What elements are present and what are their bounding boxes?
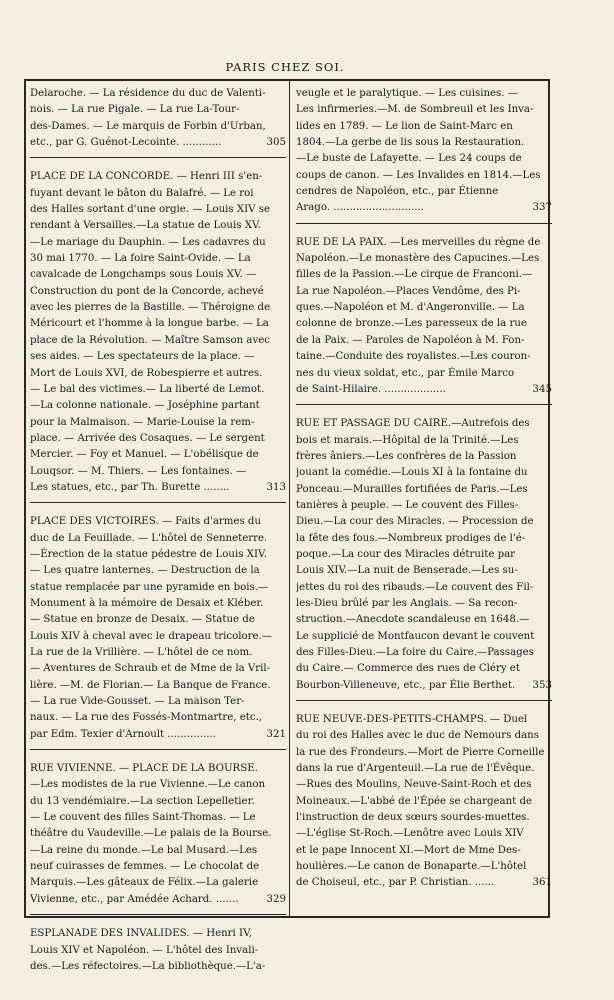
entry-line: des-Dames. — Le marquis de Forbin d'Urban, [30, 120, 266, 132]
entry-line: jettes du roi des ribauds.—Le couvent des Fil- [296, 581, 534, 593]
entry-line: fuyant devant le bâton du Balafré. — Le roi [30, 187, 254, 199]
entry-line: bois et marais.—Hôpital de la Trinité.—Les [296, 434, 519, 446]
entry-line: 345 de Saint-Hilaire. ................... [296, 382, 552, 398]
entry-line: place. — Arrivée des Cosaques. — Le sergent [30, 432, 265, 444]
toc-entry [30, 86, 286, 151]
entry-line: ESPLANADE DES INVALIDES. — Henri IV, [30, 928, 252, 940]
entry-line: PLACE DE LA CONCORDE. — Henri III s'en- [30, 171, 263, 183]
entry-line: 313 Les statues, etc., par Th. Burette ........ [30, 480, 286, 496]
toc-entry [296, 235, 552, 398]
entry-line: taine.—Conduite des royalistes.—Les couron- [296, 351, 531, 363]
entry-line: cendres de Napoléon, etc., par Étienne [296, 186, 499, 198]
entry-line: tanières à peuple. — Le couvent des Filles- [296, 499, 519, 511]
entry-line: nois. — La rue Pigale. — La rue La-Tour- [30, 104, 240, 116]
entry-line: les-Dieu brûlé par les Anglais. — Sa recon- [296, 597, 518, 609]
page-number: 361 [532, 877, 552, 889]
entry-line: avec les pierres de la Bastille. — Théroigne de [30, 302, 271, 314]
page-number: 329 [266, 893, 286, 905]
entry-line: filles de la Passion.—Le cirque de Franconi.— [296, 269, 533, 281]
entry-separator [30, 157, 286, 158]
entry-line: théâtre du Vaudeville.—Le palais de la Bourse. [30, 828, 272, 840]
entry-line: Delaroche. — La résidence du duc de Valenti- [30, 88, 266, 99]
entry-line: Louis XIV.—La nuit de Benserade.—Les su- [296, 565, 518, 577]
entry-line: 337 Arago. ............................ [296, 200, 552, 216]
entry-line: l'instruction de deux sœurs sourdes-muettes. [296, 812, 530, 824]
entry-line: Monument à la mémoire de Desaix et Kléber. [30, 597, 264, 609]
entry-line: lides en 1789. — Le lion de Saint-Marc en [296, 120, 513, 132]
entry-line: Dieu.—La cour des Miracles. — Procession de [296, 516, 534, 528]
entry-line: Moineaux.—L'abbé de l'Épée se chargeant de [296, 795, 533, 807]
toc-entry [30, 514, 286, 743]
entry-line: des Filles-Dieu.—La foire du Caire.—Passages [296, 647, 534, 658]
entry-line: jouant la comédie.—Louis XI à la fontaine du [296, 467, 528, 479]
entry-line: —Le mariage du Dauphin. — Les cadavres du [30, 236, 266, 248]
entry-line: Mercier. — Foy et Manuel. — L'obélisque de [30, 449, 259, 461]
entry-line: Ponceau.—Murailles fortifiées de Paris.—Les [296, 483, 528, 495]
toc-entry [296, 712, 552, 892]
entry-line: —Érection de la statue pédestre de Louis XIV. [30, 548, 267, 560]
entry-line: — Les quatre lanternes. — Destruction de la [30, 565, 260, 577]
entry-line: nes du vieux soldat, etc., par Émile Marco [296, 367, 515, 379]
page-number: 313 [266, 481, 286, 493]
entry-line: RUE NEUVE-DES-PETITS-CHAMPS. — Duel [296, 714, 528, 726]
entry-line: — La rue Vide-Gousset. — La maison Ter- [30, 696, 245, 708]
entry-line: — Le couvent des filles Saint-Thomas. — Le [30, 812, 256, 824]
entry-separator [30, 749, 286, 750]
entry-line: du Caire.— Commerce des rues de Cléry et [296, 663, 520, 675]
entry-line: poque.—La cour des Miracles détruite par [296, 548, 516, 560]
left-column [30, 86, 286, 975]
entry-line: 305 etc., par G. Guénot-Lecointe. ............ [30, 135, 286, 151]
page-number: 305 [266, 137, 286, 149]
entry-line: —L'église St-Roch.—Lenôtre avec Louis XIV [296, 828, 524, 840]
entry-line: du 13 vendémiaire.—La section Lepelletier. [30, 795, 255, 807]
entry-line: struction.—Anecdote scandaleuse en 1648.— [296, 614, 530, 626]
entry-line: Les infirmeries.—M. de Sombreuil et les Inva- [296, 104, 534, 116]
entry-line: veugle et le paralytique. — Les cuisines. — [296, 88, 518, 99]
entry-separator [296, 404, 552, 405]
entry-line: Napoléon.—Le monastère des Capucines.—Les [296, 253, 540, 265]
entry-line: colonne de bronze.—Les paresseux de la rue [296, 318, 527, 330]
entry-separator [30, 502, 286, 503]
entry-line: cavalcade de Longchamps sous Louis XV. — [30, 269, 257, 281]
entry-line: du roi des Halles avec le duc de Nemours dans [296, 730, 539, 742]
entry-separator [296, 223, 552, 224]
page-number: 345 [532, 383, 552, 395]
entry-line: dans la rue d'Argenteuil.—La rue de l'Évêque. [296, 763, 535, 775]
entry-line: rendant à Versailles.—La statue de Louis XV. [30, 220, 261, 232]
entry-line: 1804.—La gerbe de lis sous la Restauration. [296, 137, 525, 149]
entry-separator [30, 914, 286, 915]
toc-entry [296, 86, 552, 217]
page-number: 353 [532, 679, 552, 691]
page-number: 337 [532, 202, 552, 214]
toc-entry [30, 926, 286, 975]
running-title: PARIS CHEZ SOI. [225, 60, 345, 74]
entry-line: des.—Les réfectoires.—La bibliothèque.—L'a- [30, 960, 266, 972]
entry-line: frères âniers.—Les confrères de la Passion [296, 450, 517, 462]
entry-line: RUE VIVIENNE. — PLACE DE LA BOURSE. [30, 763, 258, 775]
entry-line: Méricourt et l'homme à la longue barbe. — La [30, 318, 269, 330]
toc-entry [296, 416, 552, 694]
entry-line: 353 Bourbon-Villeneuve, etc., par Élie Berthet. [296, 678, 552, 694]
entry-line: 361 de Choiseul, etc., par P. Christian. ...... [296, 875, 552, 891]
entry-line: lière. —M. de Florian.— La Banque de France. [30, 679, 271, 691]
column-divider [289, 79, 290, 917]
entry-line: Louqsor. — M. Thiers. — Les fontaines. — [30, 465, 247, 477]
entry-line: La rue de la Vrillière. — L'hôtel de ce nom. [30, 647, 253, 658]
entry-line: Louis XIV et Napoléon. — L'hôtel des Invali- [30, 944, 259, 956]
entry-line: Louis XIV à cheval avec le drapeau tricolore.— [30, 630, 272, 642]
entry-line: La rue Napoléon.—Places Vendôme, des Pi- [296, 285, 521, 297]
entry-line: — Aventures de Schraub et de Mme de la Vril- [30, 663, 271, 675]
entry-line: —Rues des Moulins, Neuve-Saint-Roch et des [296, 779, 532, 791]
entry-line: coups de canon. — Les Invalides en 1814.—Les [296, 169, 541, 181]
entry-line: ses aides. — Les spectateurs de la place. — [30, 351, 255, 363]
entry-line: Mort de Louis XVI, de Robespierre et autres. [30, 367, 263, 379]
entry-line: la fête des fous.—Nombreux prodiges de l'é- [296, 532, 526, 544]
right-column [296, 86, 552, 892]
entry-line: pour la Malmaison. — Marie-Louise la rem- [30, 416, 255, 428]
toc-entry [30, 761, 286, 908]
entry-line: —Les modistes de la rue Vivienne.—Le canon [30, 779, 266, 791]
entry-line: de la Paix. — Paroles de Napoléon à M. Fon- [296, 334, 525, 346]
entry-line: et le pape Innocent XI.—Mort de Mme Des- [296, 844, 521, 856]
entry-line: — Le bal des victimes.— La liberté de Lemot. [30, 383, 265, 395]
entry-line: des Halles sortant d'une orgie. — Louis XIV se [30, 204, 271, 216]
toc-entry [30, 169, 286, 496]
entry-line: Le supplicié de Montfaucon devant le couvent [296, 630, 535, 642]
top-rule [24, 79, 548, 81]
left-border [24, 79, 26, 917]
entry-line: Construction du pont de la Concorde, achevé [30, 285, 264, 297]
entry-line: naux. — La rue des Fossés-Montmartre, etc., [30, 712, 263, 724]
entry-line: houlières.—Le canon de Bonaparte.—L'hôtel [296, 861, 527, 873]
entry-separator [296, 700, 552, 701]
entry-line: 30 mai 1770. — La foire Saint-Ovide. — La [30, 253, 251, 265]
entry-line: place de la Révolution. — Maître Samson avec [30, 334, 270, 346]
entry-line: la rue des Frondeurs.—Mort de Pierre Corneille [296, 746, 545, 758]
entry-line: neuf cuirasses de femmes. — Le chocolat de [30, 861, 260, 873]
entry-line: RUE ET PASSAGE DU CAIRE.—Autrefois des [296, 418, 530, 430]
entry-line: —La reine du monde.—Le bal Musard.—Les [30, 844, 258, 856]
entry-line: 321 par Edm. Texier d'Arnoult ............... [30, 727, 286, 743]
entry-line: —La colonne nationale. — Joséphine partant [30, 400, 260, 412]
entry-line: — Statue en bronze de Desaix. — Statue de [30, 614, 255, 626]
entry-line: —Le buste de Lafayette. — Les 24 coups de [296, 153, 522, 165]
entry-line: Marquis.—Les gâteaux de Félix.—La galerie [30, 877, 259, 889]
entry-line: PLACE DES VICTOIRES. — Faits d'armes du [30, 516, 262, 528]
entry-line: 329 Vivienne, etc., par Amédée Achard. ....... [30, 892, 286, 908]
entry-line: statue remplacée par une pyramide en bois.— [30, 581, 269, 593]
page-number: 321 [266, 728, 286, 740]
entry-line: ques.—Napoléon et M. d'Angeronville. — La [296, 302, 525, 314]
entry-line: duc de La Feuillade. — L'hôtel de Senneterre. [30, 532, 268, 544]
entry-line: RUE DE LA PAIX. —Les merveilles du règne de [296, 236, 541, 248]
